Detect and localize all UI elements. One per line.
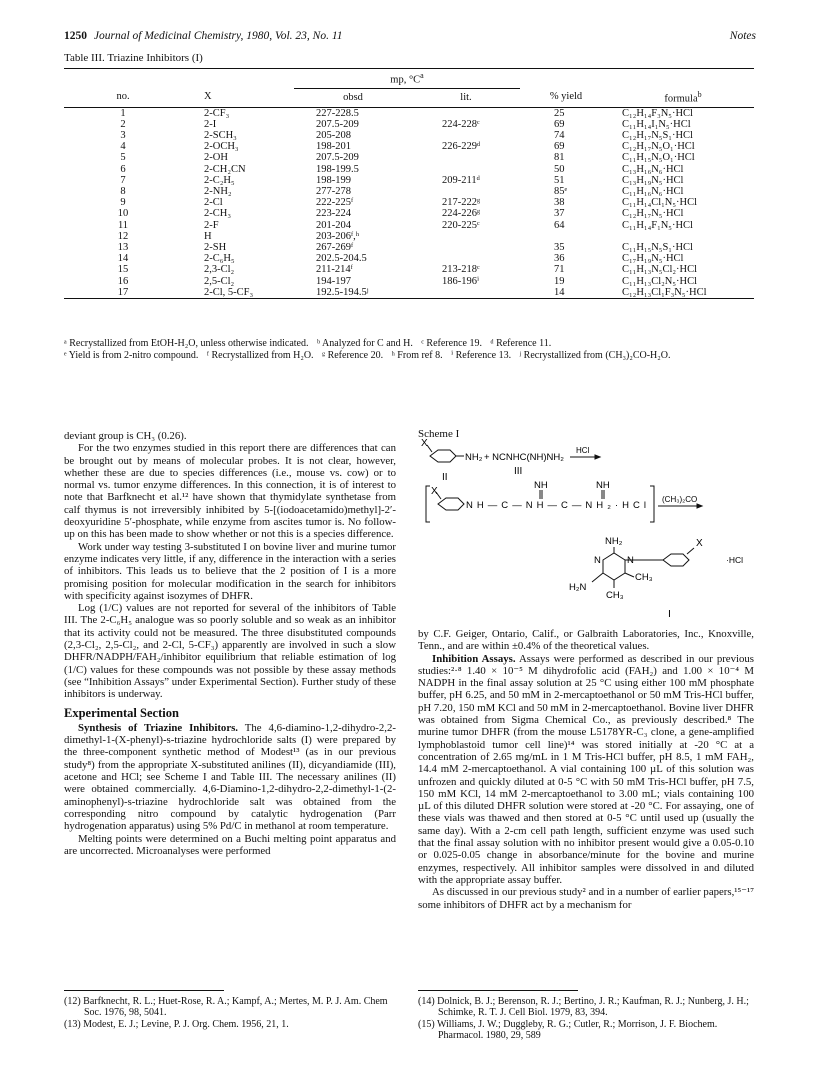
cell-x: 2-SCH₃ — [204, 129, 237, 141]
cell-no: 11 — [117, 219, 129, 231]
cell-no: 6 — [120, 163, 126, 175]
cell-x: 2-I — [204, 118, 217, 130]
assay-run-in-title: Inhibition Assays. — [432, 652, 516, 665]
cell-formula: C₁₁H₁₅N₅S₁·HCl — [622, 241, 693, 253]
col-header-lit: lit. — [460, 91, 472, 103]
cell-yield: 50 — [554, 163, 565, 175]
cell-yield: 19 — [554, 275, 565, 287]
cell-formula: C₁₇H₁₉N₅·HCl — [622, 253, 684, 265]
paragraph-melting-points: Melting points were determined on a Buchi melting point apparatus and are uncorrected. Microanalyses were performed — [64, 832, 396, 857]
cell-yield: 85ᵉ — [554, 185, 568, 197]
cell-yield: 35 — [554, 241, 565, 253]
footnote-d: ᵈ Reference 11. — [490, 338, 552, 349]
cell-formula: C₁₁H₁₅N₅O₁·HCl — [622, 152, 695, 164]
footnote-i: ⁱ Reference 13. — [451, 349, 512, 361]
cell-x: 2-CH₃ — [204, 208, 231, 220]
cell-no: 9 — [120, 197, 126, 209]
cell-lit: 186-196ⁱ — [442, 275, 480, 287]
references-left — [64, 990, 396, 1030]
paragraph-log-values: Log (1/C) values are not reported for several of the inhibitors of Table III. The 2-C₆H₅ analogue was so poorly soluble and so weak as an inhibitor that its activity could not be measured. The three disubstituted compounds (2,3-Cl₂, 2,5-Cl₂, and 2-Cl, 5-CF₃) apparently are involved in such a slow DHFR/NADPH/FAH₂/inhibitor equilibrium that reliable estimation of log (1/C) values for these compounds was not possible by these assay methods (see “Inhibition Assays” under Experimental Section). Further study of these inhibitors is underway. — [64, 602, 396, 701]
scheme-n-1: N — [594, 555, 601, 566]
paragraph-inhibition-assays: Inhibition Assays. Assays were performed as described in our previous studies:²·⁸ 1.40 × 10⁻⁵ M dihydrofolic acid (FAH₂) and 1.00 × 10⁻⁴ M NADPH in the final assay solution at 25 °C using either 100 mM phosphate buffer, pH 6.25, and 50 mM in 2-mercaptoethanol or 50 mM Tris-HCl buffer, pH 7.20, 150 mM KCl and 50 mM in 2-mercaptoethanol. Bovine liver DHFR was obtained from Sigma Chemical Co., as previously described.⁸ The murine tumor DHFR (from the mouse L5178YR-C₃ clone, a gene-amplified lymphoblastoid tumor cell line)¹⁴ was stored initially at -20 °C at a concentration of 2.65 mg/mL in 1 M Tris-HCl buffer, pH 8.5, 1 mM FAH₂, 14.4 mM 2-mercaptoethanol. A vial containing 100 µL of this solution was unfrozen and quickly diluted at 0-5 °C with 50 mM Tris-HCl buffer, pH 7.5, 150 mM KCl, 14 mM 2-mercaptoethanol to 3.00 mL; vials containing 100 µL of this diluted DHFR solution were stored at -20 °C. For assaying, one of these vials was thawed and then stored at 0-5 °C until used up (usually the same day). With a 2-cm cell path length, sufficient enzyme was used such that the final assay solution with no inhibitor present would give a 0.05-0.10 or 0.025-0.05 change in absorbance/minute for the bovine and murine enzymes, respectively. All inhibitor samples were dissolved in and diluted with the appropriate assay buffer. — [418, 652, 754, 886]
cell-lit: 217-222ᵍ — [442, 197, 481, 209]
footnote-j: ʲ Recrystallized from (CH₃)₂CO-H₂O. — [519, 349, 671, 361]
table-row — [64, 287, 754, 298]
cell-yield: 64 — [554, 219, 565, 231]
cell-no: 3 — [120, 129, 126, 141]
table-row — [64, 197, 754, 208]
cell-x: 2-NH₂ — [204, 185, 232, 197]
footnote-b: ᵇ Analyzed for C and H. — [317, 338, 413, 349]
scheme-hcl: HCl — [576, 446, 590, 455]
footnote-c: ᶜ Reference 19. — [421, 338, 482, 349]
col-header-x: X — [204, 91, 212, 103]
aryl-ring — [663, 554, 689, 566]
cell-formula: C₁₁H₁₄I₁N₅·HCl — [622, 118, 691, 130]
cell-no: 12 — [117, 230, 129, 242]
cell-lit — [412, 107, 520, 119]
cell-x: 2-Cl — [204, 197, 223, 209]
cell-lit: 224-228ᶜ — [442, 118, 480, 130]
table-bottom-rule — [64, 298, 754, 299]
journal-citation: Journal of Medicinal Chemistry, 1980, Vol. 23, No. 11 — [93, 30, 343, 42]
cell-x: H — [204, 230, 212, 242]
cell-no: 16 — [117, 275, 129, 287]
cell-lit: 209-211ᵈ — [442, 174, 480, 186]
cell-no: 17 — [117, 286, 129, 298]
cell-no: 1 — [120, 107, 126, 119]
scheme-x3: X — [696, 538, 703, 549]
cell-x: 2-C₆H₅ — [204, 253, 235, 265]
reference-14: (14) Dolnick, B. J.; Berenson, R. J.; Bertino, J. R.; Kaufman, R. J.; Nunberg, J. H.; Schimke, R. T. J. Cell Biol. 1979, 83, 394. — [418, 996, 749, 1019]
cell-x: 2-SH — [204, 241, 227, 253]
scheme-n-2: N — [627, 555, 634, 566]
reference-15: (15) Williams, J. W.; Duggleby, R. G.; Cutler, R.; Morrison, J. F. Biochem. Pharmacol. 1980, 29, 589 — [418, 1018, 718, 1042]
cell-formula: C₁₁H₁₄F₁N₅·HCl — [622, 219, 693, 231]
synthesis-run-in-title: Synthesis of Triazine Inhibitors. — [78, 721, 239, 734]
cell-obsd: 192.5-194.5ʲ — [316, 286, 369, 298]
page-number: 1250 — [64, 30, 87, 42]
cell-x: 2-OH — [204, 152, 228, 164]
table-row — [64, 220, 754, 231]
scheme-hcl-salt: ·HCl — [726, 555, 743, 565]
cell-lit — [412, 152, 520, 163]
table-row — [64, 119, 754, 130]
cell-obsd: 194-197 — [316, 275, 351, 287]
scheme-h2n: H₂N — [569, 582, 587, 593]
table-footnotes — [64, 338, 754, 361]
table-row — [64, 208, 754, 219]
table-row — [64, 231, 754, 242]
cell-obsd: 202.5-204.5 — [316, 253, 367, 265]
guanide-ring — [438, 498, 464, 510]
cell-yield — [520, 231, 612, 242]
scheme-x1: X — [421, 438, 428, 449]
table-row — [64, 264, 754, 275]
scheme-nh2: NH₂ — [465, 452, 483, 463]
cell-no: 2 — [120, 118, 126, 130]
cell-no: 5 — [120, 152, 126, 164]
paragraph-work-under-way: Work under way testing 3-substituted I on bovine liver and murine tumor enzyme indicates very little, if any, difference in the interaction with a series of inhibitors. This leads us to believe that the 2 position of I is a more promising position for molecular modification in the search for inhibitors with specificity against isozymes of DHFR. — [64, 540, 396, 602]
cell-yield: 81 — [554, 152, 565, 164]
scheme-label: Scheme I — [418, 428, 460, 440]
left-column — [64, 430, 396, 857]
section-heading-experimental: Experimental Section — [64, 705, 179, 720]
cell-no: 4 — [120, 141, 126, 153]
paragraph-mechanism: As discussed in our previous study² and in a number of earlier papers,¹⁵⁻¹⁷ some inhibitors of DHFR act by a mechanism for — [418, 886, 754, 911]
cell-obsd: 227-228.5 — [316, 107, 359, 119]
cell-no: 7 — [120, 174, 126, 186]
scheme-x2: X — [431, 486, 438, 497]
cell-obsd: 222-225ᶠ — [316, 197, 354, 209]
paragraph-enzymes: For the two enzymes studied in this report there are differences that can be brought out by means of molecular probes. It is not clear, however, whether these are due to species differences (i.e., mouse vs. cow) or to normal vs. tumor enzyme differences. In this connection, it is of interest to note that Barfknecht et al.¹² have shown that thymidylate synthetase from calf thymus is not irreversibly inhibited by 5-[(iodoacetamido)methyl]-2′-deoxyuridine 5′-phosphate, while enzyme from ascites tumor is. No follow-up on this has been made to show whether or not this is a species difference. — [64, 442, 396, 541]
cell-obsd: 223-224 — [316, 208, 351, 220]
cell-lit — [412, 287, 520, 298]
table-row — [64, 152, 754, 163]
cell-obsd: 207.5-209 — [316, 152, 359, 164]
cell-lit: 213-218ᶜ — [442, 264, 480, 276]
cell-yield: 69 — [554, 141, 565, 153]
cell-no: 8 — [120, 185, 126, 197]
cell-yield: 69 — [554, 118, 565, 130]
table-row — [64, 253, 754, 264]
cell-obsd: 201-204 — [316, 219, 351, 231]
cell-x: 2-Cl, 5-CF₃ — [204, 286, 254, 298]
table-row — [64, 276, 754, 287]
cell-lit — [412, 231, 520, 242]
cell-formula: C₁₁H₁₃Cl₂N₅·HCl — [622, 275, 698, 287]
cell-x: 2-OCH₃ — [204, 141, 239, 153]
table-body — [64, 107, 754, 298]
triazine-table — [64, 68, 754, 299]
cell-formula: C₁₂H₁₇N₅·HCl — [622, 208, 684, 220]
cell-x: 2-F — [204, 219, 219, 231]
cell-obsd: 211-214ᶠ — [316, 264, 353, 276]
cell-x: 2-CF₃ — [204, 107, 230, 119]
col-header-formula: formula$^b$ — [664, 90, 702, 105]
references-right — [418, 990, 754, 1042]
table-row — [64, 130, 754, 141]
footnote-g: ᵍ Reference 20. — [322, 349, 384, 361]
footnote-e: ᵉ Yield is from 2-nitro compound. — [64, 349, 199, 361]
cell-lit — [412, 130, 520, 141]
bracket-left — [426, 486, 430, 522]
footnote-f: ᶠ Recrystallized from H₂O. — [206, 349, 314, 361]
cell-formula: C₁₂H₁₃Cl₁F₃N₅·HCl — [622, 286, 707, 298]
col-header-no: no. — [116, 91, 130, 103]
scheme-label-iii: III — [514, 466, 523, 477]
scheme-ch3-a: CH₃ — [635, 572, 653, 583]
cell-lit — [412, 253, 520, 264]
table-caption: Table III. Triazine Inhibitors (I) — [64, 52, 203, 64]
cell-obsd: 267-269ᶠ — [316, 241, 354, 253]
cell-no: 15 — [117, 264, 129, 276]
table-row — [64, 141, 754, 152]
scheme-acetone: (CH₃)₂CO — [662, 495, 698, 504]
cell-yield: 71 — [554, 264, 565, 276]
cell-formula: C₁₃H₁₆N₆·HCl — [622, 163, 684, 175]
cell-x: 2,5-Cl₂ — [204, 275, 235, 287]
reference-13: (13) Modest, E. J.; Levine, P. J. Org. Chem. 1956, 21, 1. — [64, 1018, 289, 1030]
bracket-right — [650, 486, 654, 522]
cell-obsd: 198-199 — [316, 174, 351, 186]
cell-formula: C₁₁H₁₄Cl₁N₅·HCl — [622, 197, 698, 209]
col-header-obsd: obsd — [343, 91, 363, 103]
cell-obsd: 198-201 — [316, 141, 351, 153]
cell-formula: C₁₃H₁₉N₅·HCl — [622, 174, 684, 186]
cell-formula — [612, 231, 754, 242]
scheme-nh2-top: NH₂ — [605, 536, 623, 547]
cell-yield: 37 — [554, 208, 565, 220]
cell-obsd: 198-199.5 — [316, 163, 359, 175]
cell-formula: C₁₁H₁₃N₅Cl₂·HCl — [622, 264, 698, 276]
table-row — [64, 107, 754, 119]
cell-lit: 226-229ᵈ — [442, 141, 481, 153]
cell-obsd: 277-278 — [316, 185, 351, 197]
cell-lit: 220-225ᶜ — [442, 219, 480, 231]
cell-yield: 38 — [554, 197, 565, 209]
cell-formula: C₁₂H₁₇N₅S₁·HCl — [622, 129, 693, 141]
scheme-i — [418, 428, 754, 624]
scheme-nh-2: NH — [596, 480, 610, 491]
table-row — [64, 175, 754, 186]
paragraph-microanalyses: by C.F. Geiger, Ontario, Calif., or Galbraith Laboratories, Inc., Knoxville, Tenn., and are within ±0.4% of the theoretical values. — [418, 628, 754, 653]
table-row — [64, 242, 754, 253]
cell-no: 14 — [117, 253, 129, 265]
references-separator — [64, 990, 224, 991]
scheme-drawing — [418, 428, 754, 624]
mp-group-header: mp, $^\circ C^a$ — [294, 69, 520, 88]
cell-formula: C₁₁H₁₆N₆·HCl — [622, 185, 684, 197]
cell-yield: 36 — [554, 253, 565, 265]
col-header-yield: % yield — [549, 91, 583, 103]
paragraph-deviant: deviant group is CH₃ (0.26). — [64, 430, 187, 442]
cell-obsd: 205-208 — [316, 129, 351, 141]
cell-no: 10 — [117, 208, 129, 220]
cell-lit — [412, 186, 520, 197]
cell-formula: C₁₂H₁₄F₃N₅·HCl — [622, 107, 693, 119]
table-row — [64, 186, 754, 197]
cell-obsd: 203-206ᶠ,ʰ — [316, 230, 360, 242]
cell-lit: 224-226ᵍ — [442, 208, 481, 220]
paragraph-synthesis: Synthesis of Triazine Inhibitors. The 4,6-diamino-1,2-dihydro-2,2-dimethyl-1-(X-phenyl)-s-triazine hydrochloride salts (I) were prepared by the three-component synthetic method of Modest¹³ (as in our previous study⁸) from the appropriate X-substituted anilines (II), dicyandiamide (III), acetone and HCl; see Scheme I and Table III. The necessary anilines (II) were obtained commercially. 4,6-Diamino-1,2-dihydro-2,2-dimethyl-1-(2-aminophenyl)-s-triazine hydrochloride salt was obtained from the corresponding nitro compound by catalytic hydrogenation (Parr hydrogenation apparatus) using 5% Pd/C in methanol at room temperature. — [64, 721, 396, 833]
cell-x: 2,3-Cl₂ — [204, 264, 235, 276]
footnote-h: ʰ From ref 8. — [391, 349, 443, 361]
cell-no: 13 — [117, 241, 129, 253]
table-row — [64, 164, 754, 175]
scheme-label-i: I — [668, 608, 671, 620]
cell-formula: C₁₂H₁₇N₅O₁·HCl — [622, 141, 695, 153]
reference-12: (12) Barfknecht, R. L.; Huet-Rose, R. A.; Kampf, A.; Mertes, M. P. J. Am. Chem Soc. 1976, 98, 5041. — [64, 996, 388, 1019]
right-column — [418, 628, 754, 911]
scheme-reagent: + NCNHC(NH)NH₂ — [484, 452, 564, 463]
cell-lit — [412, 164, 520, 175]
scheme-ch3-b: CH₃ — [606, 590, 624, 601]
cell-yield: 25 — [554, 107, 565, 119]
footnote-a: ᵃ Recrystallized from EtOH-H₂O, unless otherwise indicated. — [64, 338, 309, 349]
cell-lit — [412, 242, 520, 253]
cell-yield: 51 — [554, 174, 565, 186]
cell-x: 2-CH₂CN — [204, 163, 246, 175]
scheme-label-ii: II — [442, 472, 448, 483]
cell-x: 2-C₂H₅ — [204, 174, 235, 186]
references-separator-right — [418, 990, 578, 991]
cell-yield: 14 — [554, 286, 565, 298]
cell-obsd: 207.5-209 — [316, 118, 359, 130]
aniline-ring — [430, 450, 456, 462]
section-label: Notes — [729, 30, 756, 42]
cell-yield: 74 — [554, 129, 565, 141]
scheme-nh-1: NH — [534, 480, 548, 491]
triazine-ring — [603, 553, 625, 580]
scheme-biguanide-chain: NH—C—NH—C—NH₂·HCl — [466, 500, 646, 511]
running-head — [64, 30, 756, 46]
